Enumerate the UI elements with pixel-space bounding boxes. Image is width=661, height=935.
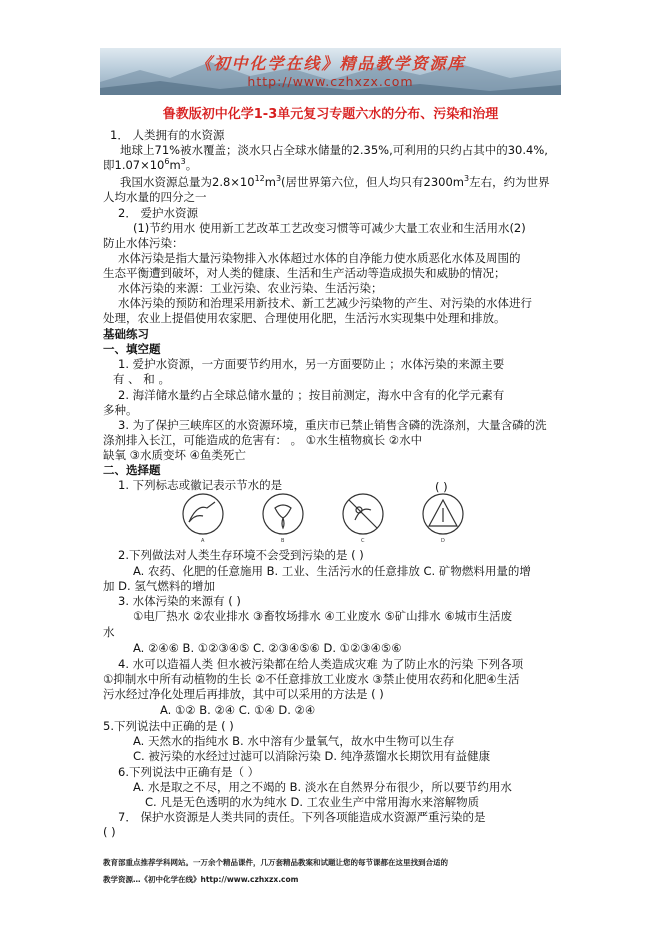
choice-question-5: 5.下列说法中正确的是 ( ) xyxy=(103,719,234,733)
paragraph-line: 人均水量的四分之一 xyxy=(103,190,207,204)
symbol-label-d: D xyxy=(441,538,445,542)
paragraph-line: 水体污染的来源：工业污染、农业污染、生活污染； xyxy=(118,281,383,295)
choice-question-6-cd: C. 凡是无色透明的水为纯水 D. 工农业生产中常用海水来溶解物质 xyxy=(145,795,480,809)
choice-question-2-options: A. 农药、化肥的任意施用 B. 工业、生活污水的任意排放 C. 矿物燃料用量的增 xyxy=(133,564,531,578)
choice-question-3-cont: 水 xyxy=(103,625,115,639)
paragraph-line: 生态平衡遭到破坏，对人类的健康、生活和生产活动等造成损失和威胁的情况； xyxy=(103,266,506,280)
choice-question-4: 4. 水可以造福人类 但水被污染都在给人类造成灾难 为了防止水的污染 下列各项 xyxy=(118,657,524,671)
choice-question-6: 6.下列说法中正确有是（ ） xyxy=(118,765,260,779)
choice-question-7-paren: ( ) xyxy=(103,825,116,839)
symbol-a-icon xyxy=(183,494,223,534)
choice-question-4-items: ①抑制水中所有动植物的生长 ②不任意排放工业废水 ③禁止使用农药和化肥④生活 xyxy=(103,672,520,686)
footer-line-1: 教育部重点推荐学科网站。一万余个精品课件，几万套精品教案和试题让您的每节课都在这里找到合适的 xyxy=(103,858,448,867)
symbol-label-a: A xyxy=(201,538,205,542)
symbol-b-icon xyxy=(263,494,303,534)
question-1: 1. 爱护水资源，一方面要节约用水，另一方面要防止 ；水体污染的来源主要 xyxy=(118,357,505,371)
choice-question-2: 2.下列做法对人类生存环境不会受到污染的是 ( ) xyxy=(118,548,364,562)
paragraph-line: (1)节约用水 使用新工艺改革工艺改变习惯等可减少大量工农业和生活用水(2) xyxy=(133,221,526,235)
choice-question-7: 7． 保护水资源是人类共同的责任。下列各项能造成水资源严重污染的是 xyxy=(118,810,486,824)
banner-url[interactable]: http://www.czhxzx.com xyxy=(247,74,414,89)
fill-in-heading: 一、填空题 xyxy=(103,342,161,356)
section-heading-protect-water: 2． 爱护水资源 xyxy=(118,206,198,220)
choice-question-2-cont: 加 D. 氢气燃料的增加 xyxy=(103,579,215,593)
answer-paren: ( ) xyxy=(435,480,448,494)
section-heading-water-resources: 1． 人类拥有的水资源 xyxy=(110,128,225,142)
choice-question-1: 1. 下列标志或徽记表示节水的是 xyxy=(118,478,283,492)
choice-question-3: 3. 水体污染的来源有 ( ) xyxy=(118,594,241,608)
practice-heading: 基础练习 xyxy=(103,327,149,341)
banner-title: 《初中化学在线》精品教学资源库 xyxy=(195,54,466,73)
choice-question-4-options: A. ①② B. ②④ C. ①④ D. ②④ xyxy=(160,703,316,717)
question-2: 2. 海洋储水量约占全球总储水量的 ；按目前测定，海水中含有的化学元素有 xyxy=(118,388,505,402)
choice-question-5-ab: A. 天然水的指纯水 B. 水中溶有少量氧气，故水中生物可以生存 xyxy=(133,734,455,748)
question-3-cont: 涤剂排入长江，可能造成的危害有： 。 ①水生植物疯长 ②水中 xyxy=(103,433,423,447)
symbol-label-b: B xyxy=(281,538,285,542)
symbol-d-icon xyxy=(423,494,463,534)
choice-question-3-items: ①电厂热水 ②农业排水 ③畜牧场排水 ④工业废水 ⑤矿山排水 ⑥城市生活废 xyxy=(133,609,513,623)
question-1-cont: 有 、 和 。 xyxy=(113,372,170,386)
symbol-label-c: C xyxy=(361,538,365,542)
choice-question-5-cd: C. 被污染的水经过过滤可以消除污染 D. 纯净蒸馏水长期饮用有益健康 xyxy=(133,749,491,763)
paragraph-line: 处理，农业上提倡使用农家肥、合理使用化肥，生活污水实现集中处理和排放。 xyxy=(103,311,506,325)
paragraph-line: 水体污染的预防和治理采用新技术、新工艺减少污染物的产生、对污染的水体进行 xyxy=(118,296,532,310)
paragraph-line: 即$1.07\times 10^6m^3$。 xyxy=(103,157,198,172)
footer-line-2: 教学资源…《初中化学在线》http://www.czhxzx.com xyxy=(103,875,299,884)
page-title: 鲁教版初中化学1-3单元复习专题六水的分布、污染和治理 xyxy=(162,107,499,122)
header-banner xyxy=(100,48,561,95)
choice-question-4-cont: 污水经过净化处理后再排放，其中可以采用的方法是 ( ) xyxy=(103,687,384,701)
paragraph-line: 我国水资源总量为$2.8\times 10^{12}m^3$(居世界第六位，但人均只有$2300m^3$左右，约为世界 xyxy=(120,174,550,189)
symbols-row xyxy=(175,492,495,542)
paragraph-line: 地球上71%被水覆盖；淡水只占全球水储量的2.35%,可利用的只约占其中的30.4%, xyxy=(120,143,548,157)
choice-heading: 二、选择题 xyxy=(103,463,161,477)
symbol-c-icon xyxy=(343,494,383,534)
choice-question-3-options: A. ②④⑥ B. ①②③④⑤ C. ②③④⑤⑥ D. ①②③④⑤⑥ xyxy=(133,641,402,655)
question-2-cont: 多种。 xyxy=(103,403,138,417)
paragraph-line: 防止水体污染： xyxy=(103,236,184,250)
question-3-options: 缺氧 ③水质变坏 ④鱼类死亡 xyxy=(103,448,246,462)
question-3: 3. 为了保护三峡库区的水资源环境，重庆市已禁止销售含磷的洗涤剂，大量含磷的洗 xyxy=(118,418,547,432)
paragraph-line: 水体污染是指大量污染物排入水体超过水体的自净能力使水质恶化水体及周围的 xyxy=(118,251,521,265)
choice-question-6-ab: A. 水是取之不尽，用之不竭的 B. 淡水在自然界分布很少，所以要节约用水 xyxy=(133,780,512,794)
